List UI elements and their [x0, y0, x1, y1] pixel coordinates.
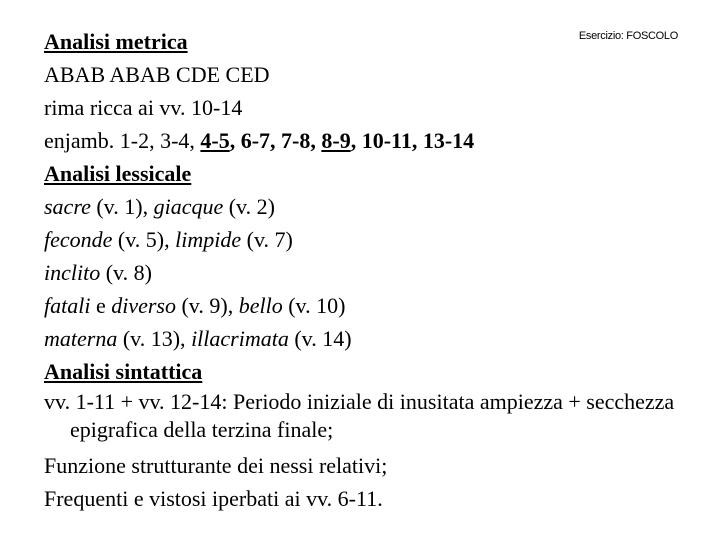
lessico-line-2	[44, 223, 694, 256]
ref-text: (v. 7)	[241, 227, 293, 252]
enjambements	[44, 124, 694, 157]
ref-text: (v. 14)	[288, 326, 352, 351]
enjamb-8-9: 8-9	[321, 128, 351, 153]
iperbati-text: Frequenti e vistosi iperbati ai vv. 6-11.	[44, 486, 383, 511]
ref-text: (v. 10)	[282, 293, 346, 318]
enjamb-4-5: 4-5	[200, 128, 230, 153]
word-sacre: sacre	[44, 194, 91, 219]
lessico-line-4	[44, 289, 694, 322]
word-limpide: limpide	[175, 227, 242, 252]
ref-text: (v. 5),	[112, 227, 176, 252]
heading-sintattica: Analisi sintattica	[44, 359, 203, 384]
exercise-label: Esercizio: FOSCOLO	[578, 30, 678, 42]
rhyme-scheme: ABAB ABAB CDE CED	[44, 62, 270, 87]
ref-text: e	[90, 293, 112, 318]
word-diverso: diverso	[111, 293, 176, 318]
ref-text: (v. 2)	[223, 194, 275, 219]
word-fatali: fatali	[44, 293, 91, 318]
word-feconde: feconde	[44, 227, 113, 252]
ref-text: (v. 8)	[100, 260, 152, 285]
periodo-text: vv. 1-11 + vv. 12-14: Periodo iniziale di inusitata ampiezza + secchezza epigrafica della terzina finale;	[44, 389, 675, 442]
lessico-line-3	[44, 256, 694, 289]
word-inclito: inclito	[44, 260, 101, 285]
word-bello: bello	[238, 293, 283, 318]
rima-ricca: rima ricca ai vv. 10-14	[44, 95, 243, 120]
heading-lessicale: Analisi lessicale	[44, 161, 192, 186]
enjamb-end: , 10-11, 13-14	[350, 128, 475, 153]
word-giacque: giacque	[153, 194, 224, 219]
word-materna: materna	[44, 326, 118, 351]
funzione-text: Funzione strutturante dei nessi relativi;	[44, 453, 388, 478]
ref-text: (v. 9),	[175, 293, 239, 318]
enjamb-middle: , 6-7, 7-8,	[229, 128, 322, 153]
ref-text: (v. 1),	[90, 194, 154, 219]
slide-content	[44, 25, 694, 515]
heading-metrica: Analisi metrica	[44, 29, 188, 54]
word-illacrimata: illacrimata	[191, 326, 289, 351]
lessico-line-1	[44, 190, 694, 223]
enjamb-prefix: enjamb. 1-2, 3-4,	[44, 128, 201, 153]
lessico-line-5	[44, 322, 694, 355]
ref-text: (v. 13),	[117, 326, 192, 351]
